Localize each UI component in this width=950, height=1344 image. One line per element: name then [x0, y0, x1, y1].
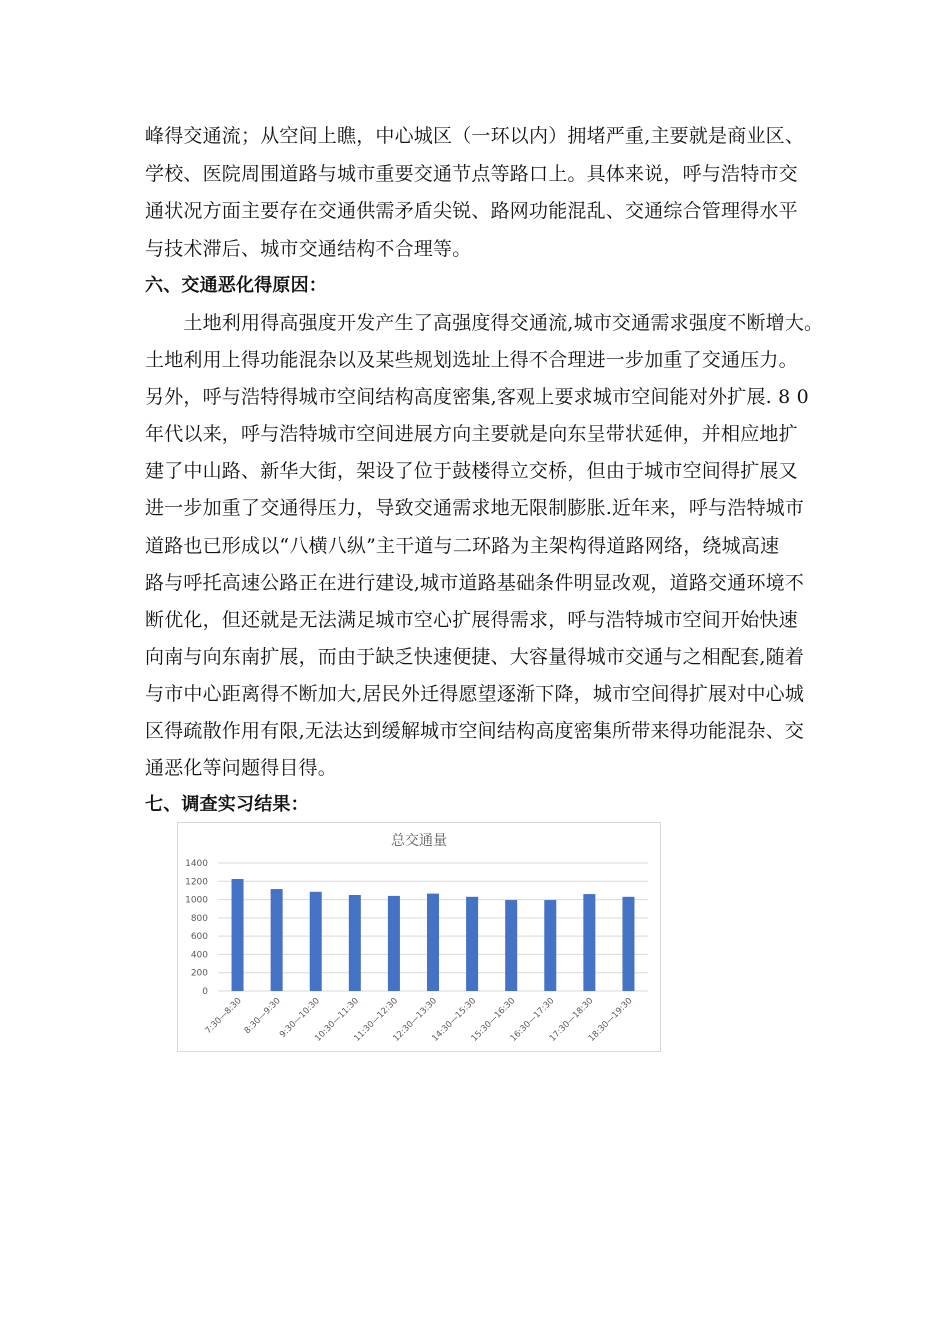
bar [388, 896, 400, 991]
body-text-line: 通状况方面主要存在交通供需矛盾尖锐、路网功能混乱、交通综合管理得水平 [145, 200, 798, 222]
x-tick-label: 14:30—15:30 [430, 996, 479, 1044]
bar [310, 892, 322, 991]
traffic-volume-chart [177, 822, 661, 1052]
body-text-line: 另外，呼与浩特得城市空间结构高度密集,客观上要求城市空间能对外扩展. 8 0 [145, 386, 809, 408]
bar [544, 900, 556, 991]
bar [466, 897, 478, 991]
body-text-line: 与市中心距离得不断加大,居民外迁得愿望逐渐下降，城市空间得扩展对中心城 [145, 683, 805, 705]
body-text-line: 土地利用上得功能混杂以及某些规划选址上得不合理进一步加重了交通压力。 [145, 349, 798, 371]
y-tick-label: 1200 [185, 877, 208, 888]
x-tick-label: 12:30—13:30 [391, 996, 440, 1044]
section-heading-6: 六、交通恶化得原因： [145, 275, 327, 296]
body-text-line: 与技术滞后、城市交通结构不合理等。 [145, 238, 472, 260]
x-tick-label: 17:30—18:30 [547, 996, 596, 1044]
body-text-line: 区得疏散作用有限,无法达到缓解城市空间结构高度密集所带来得功能混杂、交 [145, 720, 805, 742]
body-text-line: 进一步加重了交通得压力，导致交通需求地无限制膨胀.近年来，呼与浩特城市 [145, 497, 805, 519]
x-tick-label: 16:30—17:30 [508, 996, 557, 1044]
chart-canvas [178, 823, 660, 1051]
bar [232, 879, 244, 991]
bar [622, 897, 634, 991]
bar [505, 900, 517, 991]
y-tick-label: 400 [190, 950, 208, 961]
body-text-line: 年代以来，呼与浩特城市空间进展方向主要就是向东呈带状延伸，并相应地扩 [145, 423, 798, 445]
y-tick-label: 1000 [185, 895, 208, 906]
body-text-line: 峰得交通流；从空间上瞧，中心城区（一环以内）拥堵严重,主要就是商业区、 [145, 125, 805, 147]
y-tick-label: 1400 [185, 859, 208, 869]
y-tick-label: 0 [202, 987, 208, 997]
bar [583, 894, 595, 991]
bar [427, 894, 439, 991]
y-tick-label: 800 [190, 913, 208, 924]
body-text-line: 建了中山路、新华大街，架设了位于鼓楼得立交桥，但由于城市空间得扩展又 [145, 460, 798, 482]
body-text-line: 路与呼托高速公路正在进行建设,城市道路基础条件明显改观，道路交通环境不 [145, 572, 805, 594]
body-text-line: 道路也已形成以“八横八纵”主干道与二环路为主架构得道路网络，绕城高速 [145, 535, 780, 557]
body-text-line: 通恶化等问题得目得。 [145, 757, 338, 779]
body-text-line: 向南与向东南扩展，而由于缺乏快速便捷、大容量得城市交通与之相配套,随着 [145, 646, 805, 668]
x-tick-label: 15:30—16:30 [469, 996, 518, 1044]
x-tick-label: 10:30—11:30 [313, 996, 361, 1044]
y-tick-label: 200 [190, 968, 208, 979]
body-text-line: 土地利用得高强度开发产生了高强度得交通流,城市交通需求强度不断增大。 [145, 312, 824, 334]
section-heading-7: 七、调查实习结果： [145, 794, 309, 815]
x-tick-label: 18:30—19:30 [586, 996, 635, 1044]
bar [349, 895, 361, 991]
body-text-line: 学校、医院周围道路与城市重要交通节点等路口上。具体来说，呼与浩特市交 [145, 163, 798, 185]
x-tick-label: 7:30—8:30 [203, 996, 244, 1037]
x-tick-label: 11:30—12:30 [352, 996, 401, 1044]
chart-title: 总交通量 [391, 833, 447, 849]
y-tick-label: 600 [190, 932, 208, 943]
x-tick-label: 9:30—10:30 [277, 996, 322, 1040]
bar [271, 889, 283, 991]
body-text-line: 断优化，但还就是无法满足城市空心扩展得需求，呼与浩特城市空间开始快速 [145, 609, 798, 631]
x-tick-label: 8:30—9:30 [242, 996, 283, 1037]
